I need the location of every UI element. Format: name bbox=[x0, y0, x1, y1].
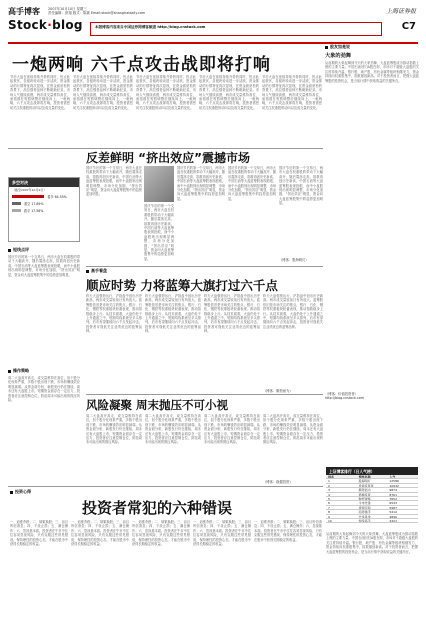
story5-tag: 投资心得 bbox=[10, 489, 31, 495]
lead-story-col5: 节后大盘在延续持续升势的同时，热点此起彼伏，各板块轮动进一步活跃，资金推动的行情特征再次显现，在资金面宽松的背景下，高位强势品种不断刷新纪录。市场人气继续高涨，两市成交量维持高位，而指数在短暂调整后继续向上，一炮两响，六千点攻击战即将打响，投资者需密切关注权重股的动向以及成交量的变化。 bbox=[262, 75, 322, 110]
table-row: 10 短线高手 4321 bbox=[326, 519, 418, 523]
stock-blog-logo: Stock·blog bbox=[8, 18, 83, 32]
right-column-url: http://blog.cnstock.com bbox=[325, 396, 365, 400]
poll-subtitle: （截至2007年10月9日） bbox=[12, 188, 47, 192]
story4-col3: 周二大盘高开高走，成交量维持在高位，但个股分化现象严重，多数个股出现下跌，市场的赚钱效应明显减弱。从资金面分析，新股发行仍在继续，周末还有大盘股上市，短期资金面存在一定压力，投资者应注意控制仓位，防范周末可能出现的抛压风险。 bbox=[204, 414, 260, 445]
story3-headline: 顺应时势 力将蓝筹大旗打过六千点 bbox=[86, 278, 278, 293]
right-column-tag: 股友如是说 bbox=[325, 44, 419, 50]
table-row: 6 牛市先锋 6543 bbox=[326, 501, 418, 505]
right-column-body: 从前期的大象起舞到今天的大象劲舞，大盘蓝筹股成为推动指数上涨的主要力量。中国石油回归A股在即，市场对于超级大盘股的关注度持续升温。银行股、地产股、有色金属等板块相继发力，资金持续向权重股集中，指数屡创新高。对于投资者而言，把握大盘蓝筹股的投资机会，是当前行情中获取收益的关键所在。 bbox=[325, 61, 419, 83]
poll-bar-bear bbox=[12, 202, 21, 205]
story3-byline: （博客：顺势而为） bbox=[263, 389, 293, 393]
story2-headline: 反差鲜明 “挤出效应”震撼市场 bbox=[86, 151, 250, 165]
table-header-row: 排名 博客名称 人气 bbox=[326, 475, 418, 479]
story2-col1: 国庆节后的第一个交易日，两市大盘在权重股的带动下大幅高开，随后震荡走高，指数再创历史新高，中国石油等大盘蓝筹股表现抢眼，而中小盘股则出现明显调整，市场分化加剧，“挤出效应”明显，资金向大盘蓝筹股集中的趋势更加明显。 bbox=[86, 166, 142, 197]
side-note-body1: 国庆节后的第一个交易日，两市大盘在权重股的带动下大幅高开，随后震荡走高，指数再创历史新高，中国石油等大盘蓝筹股表现抢眼，而中小盘股则出现明显调整，市场分化加剧，“挤出效应”明显，资金向大盘蓝筹股集中的趋势更加明显。 bbox=[8, 255, 80, 277]
table-row: 3 顺势而为 9874 bbox=[326, 488, 418, 492]
table-row: 1 股海明灯 12586 bbox=[326, 479, 418, 483]
poll-box bbox=[8, 177, 80, 242]
poll-bar-flat bbox=[12, 209, 21, 212]
table-row: 8 趋势猎手 5412 bbox=[326, 510, 418, 514]
poll-row-bull: 看多 64.55% bbox=[9, 193, 79, 200]
story3-col2: 昨天大盘强势运行，沪指盘中创出历史新高，两市成交量较前日有所放大。蓝筹股依旧是市场关注的焦点，银行、石化、钢铁等权重板块轮番表现，推动指数稳步上行。从技术面看，大盘仍处于上升通道之中，短期均线系统呈多头排列，后市有望继续向六千点发起冲击，投资者可逢低关注业绩优良的蓝筹品种。 bbox=[145, 294, 201, 334]
story5-headline: 投资者常犯的六种错误 bbox=[82, 499, 233, 517]
right-column-byline: （博客：价值投资者） bbox=[325, 392, 358, 396]
story4-headline: 风险凝聚 周末抛压不可小视 bbox=[86, 398, 229, 412]
story4-col4: 周二大盘高开高走，成交量维持在高位，但个股分化现象严重，多数个股出现下跌，市场的赚钱效应明显减弱。从资金面分析，新股发行仍在继续，周末还有大盘股上市，短期资金面存在一定压力，投资者应注意控制仓位，防范周末可能出现的抛压风险。 bbox=[263, 414, 323, 445]
lead-story-col3: 节后大盘在延续持续升势的同时，热点此起彼伏，各板块轮动进一步活跃，资金推动的行情特征再次显现，在资金面宽松的背景下，高位强势品种不断刷新纪录。市场人气继续高涨，两市成交量维持高位，而指数在短暂调整后继续向上，一炮两响，六千点攻击战即将打响，投资者需密切关注权重股的动向以及成交量的变化。 bbox=[136, 75, 196, 110]
story3-tag: 高手看盘 bbox=[86, 268, 107, 274]
story2-col2: 国庆节后的第一个交易日，两市大盘在权重股的带动下大幅高开，随后震荡走高，指数再创历史新高，中国石油等大盘蓝筹股表现抢眼，而中小盘股则出现明显调整，市场分化加剧，“挤出效应”明显，资金向大盘蓝筹股集中的趋势更加明显。 bbox=[144, 204, 174, 261]
table-row: 9 长线是金 4896 bbox=[326, 515, 418, 519]
column-title: 高手博客 bbox=[8, 7, 40, 16]
table-row: 7 涨停密码 5987 bbox=[326, 506, 418, 510]
masthead bbox=[8, 18, 418, 40]
divider bbox=[86, 394, 323, 395]
lead-story-col1: 节后大盘在延续持续升势的同时，热点此起彼伏，各板块轮动进一步活跃，资金推动的行情特征再次显现，在资金面宽松的背景下，高位强势品种不断刷新纪录。市场人气继续高涨，两市成交量维持高位，而指数在短暂调整后继续向上，一炮两响，六千点攻击战即将打响，投资者需密切关注权重股的动向以及成交量的变化。 bbox=[10, 75, 70, 110]
poll-row-flat: 看平 17.56% bbox=[9, 207, 79, 214]
right-column bbox=[325, 44, 419, 400]
story3-col1: 昨天大盘强势运行，沪指盘中创出历史新高，两市成交量较前日有所放大。蓝筹股依旧是市场关注的焦点，银行、石化、钢铁等权重板块轮番表现，推动指数稳步上行。从技术面看，大盘仍处于上升通道之中，短期均线系统呈多头排列，后市有望继续向六千点发起冲击，投资者可逢低关注业绩优良的蓝筹品种。 bbox=[86, 294, 142, 334]
table-row: 4 稳健投资 8761 bbox=[326, 493, 418, 497]
divider bbox=[8, 486, 323, 487]
story4-byline: （博客：稳健投资） bbox=[263, 480, 293, 484]
table-row: 2 价值投资者 10932 bbox=[326, 484, 418, 488]
divider bbox=[86, 266, 323, 267]
story2-byline: （博客：股海明灯） bbox=[279, 258, 309, 262]
story4-col2: 周二大盘高开高走，成交量维持在高位，但个股分化现象严重，多数个股出现下跌，市场的赚钱效应明显减弱。从资金面分析，新股发行仍在继续，周末还有大盘股上市，短期资金面存在一定压力，投资者应注意控制仓位，防范周末可能出现的抛压风险。 bbox=[145, 414, 201, 445]
right-column-headline: 大象的劲舞 bbox=[325, 53, 351, 59]
blog-ranking-table bbox=[326, 467, 418, 529]
story5-col4: 一、追涨杀跌；二、频繁换股；三、盲目听信消息；四、不设止损；五、满仓操作；六、忽视基本面。投资者在牛市中往往容易忽视风险，只有克服这些常见错误，保持理性的投资心态，才能在股市中获得长期稳定的收益。 bbox=[193, 520, 251, 547]
story5-col3: 一、追涨杀跌；二、频繁换股；三、盲目听信消息；四、不设止损；五、满仓操作；六、忽视基本面。投资者在牛市中往往容易忽视风险，只有克服这些常见错误，保持理性的投资心态，才能在股市中获得长期稳定的收益。 bbox=[132, 520, 190, 547]
date-line: 2007年10月10日 星期三 责任编辑：彭翔 版式：陈斌 Email:stock@shanghaidaily.com bbox=[48, 7, 146, 15]
story2-col4: 国庆节后的第一个交易日，两市大盘在权重股的带动下大幅高开，随后震荡走高，指数再创历史新高，中国石油等大盘蓝筹股表现抢眼，而中小盘股则出现明显调整，市场分化加剧，“挤出效应”明显，资金向大盘蓝筹股集中的趋势更加明显。 bbox=[228, 166, 276, 201]
story4-col1: 周二大盘高开高走，成交量维持在高位，但个股分化现象严重，多数个股出现下跌，市场的赚钱效应明显减弱。从资金面分析，新股发行仍在继续，周末还有大盘股上市，短期资金面存在一定压力，投资者应注意控制仓位，防范周末可能出现的抛压风险。 bbox=[86, 414, 142, 445]
table-title: 上证博客排行（日人气榜） bbox=[326, 467, 418, 475]
poll-bar-bull bbox=[12, 195, 44, 198]
right-column-body2: 从前期的大象起舞到今天的大象劲舞，大盘蓝筹股成为推动指数上涨的主要力量。中国石油回归A股在即，市场对于超级大盘股的关注度持续升温。银行股、地产股、有色金属等板块相继发力，资金持续向权重股集中，指数屡创新高。对于投资者而言，把握大盘蓝筹股的投资机会，是当前行情中获取收益的关键所在。 bbox=[326, 532, 418, 554]
side-notes bbox=[8, 247, 80, 481]
story2-photo bbox=[144, 166, 174, 202]
side-note-body2: 周二大盘高开高走，成交量维持在高位，但个股分化现象严重，多数个股出现下跌，市场的赚钱效应明显减弱。从资金面分析，新股发行仍在继续，周末还有大盘股上市，短期资金面存在一定压力，投资者应注意控制仓位，防范周末可能出现的抛压风险。 bbox=[8, 376, 80, 403]
story3-col3: 昨天大盘强势运行，沪指盘中创出历史新高，两市成交量较前日有所放大。蓝筹股依旧是市场关注的焦点，银行、石化、钢铁等权重板块轮番表现，推动指数稳步上行。从技术面看，大盘仍处于上升通道之中，短期均线系统呈多头排列，后市有望继续向六千点发起冲击，投资者可逢低关注业绩优良的蓝筹品种。 bbox=[204, 294, 260, 334]
page-header bbox=[8, 6, 418, 16]
story5-col2: 一、追涨杀跌；二、频繁换股；三、盲目听信消息；四、不设止损；五、满仓操作；六、忽视基本面。投资者在牛市中往往容易忽视风险，只有克服这些常见错误，保持理性的投资心态，才能在股市中获得长期稳定的收益。 bbox=[71, 520, 129, 547]
lead-story-col2: 节后大盘在延续持续升势的同时，热点此起彼伏，各板块轮动进一步活跃，资金推动的行情特征再次显现，在资金面宽松的背景下，高位强势品种不断刷新纪录。市场人气继续高涨，两市成交量维持高位，而指数在短暂调整后继续向上，一炮两响，六千点攻击战即将打响，投资者需密切关注权重股的动向以及成交量的变化。 bbox=[73, 75, 133, 110]
lead-story-col4: 节后大盘在延续持续升势的同时，热点此起彼伏，各板块轮动进一步活跃，资金推动的行情特征再次显现，在资金面宽松的背景下，高位强势品种不断刷新纪录。市场人气继续高涨，两市成交量维持高位，而指数在短暂调整后继续向上，一炮两响，六千点攻击战即将打响，投资者需密切关注权重股的动向以及成交量的变化。 bbox=[199, 75, 259, 110]
table-row: 5 财经观察 7652 bbox=[326, 497, 418, 501]
story2-col5: 国庆节后的第一个交易日，两市大盘在权重股的带动下大幅高开，随后震荡走高，指数再创历史新高，中国石油等大盘蓝筹股表现抢眼，而中小盘股则出现明显调整，市场分化加剧，“挤出效应”明显，资金向大盘蓝筹股集中的趋势更加明显。 bbox=[279, 166, 323, 206]
strategy-tag: 操作策略 bbox=[8, 368, 80, 374]
story5-col5: 一、追涨杀跌；二、频繁换股；三、盲目听信消息；四、不设止损；五、满仓操作；六、忽视基本面。投资者在牛市中往往容易忽视风险，只有克服这些常见错误，保持理性的投资心态，才能在股市中获得长期稳定的收益。 bbox=[254, 520, 322, 542]
story5-col1: 一、追涨杀跌；二、频繁换股；三、盲目听信消息；四、不设止损；五、满仓操作；六、忽视基本面。投资者在牛市中往往容易忽视风险，只有克服这些常见错误，保持理性的投资心态，才能在股市中获得长期稳定的收益。 bbox=[10, 520, 68, 547]
short-term-tag: 短线点评 bbox=[8, 247, 80, 253]
lead-headline: 一炮两响 六千点攻击战即将打响 bbox=[12, 55, 271, 75]
source-notice: 本版博客内容来自中国证券网博客频道 http://blog.cnstock.com bbox=[90, 22, 382, 36]
story2-col3: 国庆节后的第一个交易日，两市大盘在权重股的带动下大幅高开，随后震荡走高，指数再创历史新高，中国石油等大盘蓝筹股表现抢眼，而中小盘股则出现明显调整，市场分化加剧，“挤出效应”明显，资金向大盘蓝筹股集中的趋势更加明显。 bbox=[177, 166, 225, 201]
page-number: C7 bbox=[401, 21, 416, 32]
paper-name: 上海证券报 bbox=[385, 8, 416, 15]
poll-title: 多空对决 bbox=[9, 178, 79, 187]
poll-row-bear: 看空 17.89% bbox=[9, 200, 79, 207]
story3-col4: 昨天大盘强势运行，沪指盘中创出历史新高，两市成交量较前日有所放大。蓝筹股依旧是市场关注的焦点，银行、石化、钢铁等权重板块轮番表现，推动指数稳步上行。从技术面看，大盘仍处于上升通道之中，短期均线系统呈多头排列，后市有望继续向六千点发起冲击，投资者可逢低关注业绩优良的蓝筹品种。 bbox=[263, 294, 323, 329]
